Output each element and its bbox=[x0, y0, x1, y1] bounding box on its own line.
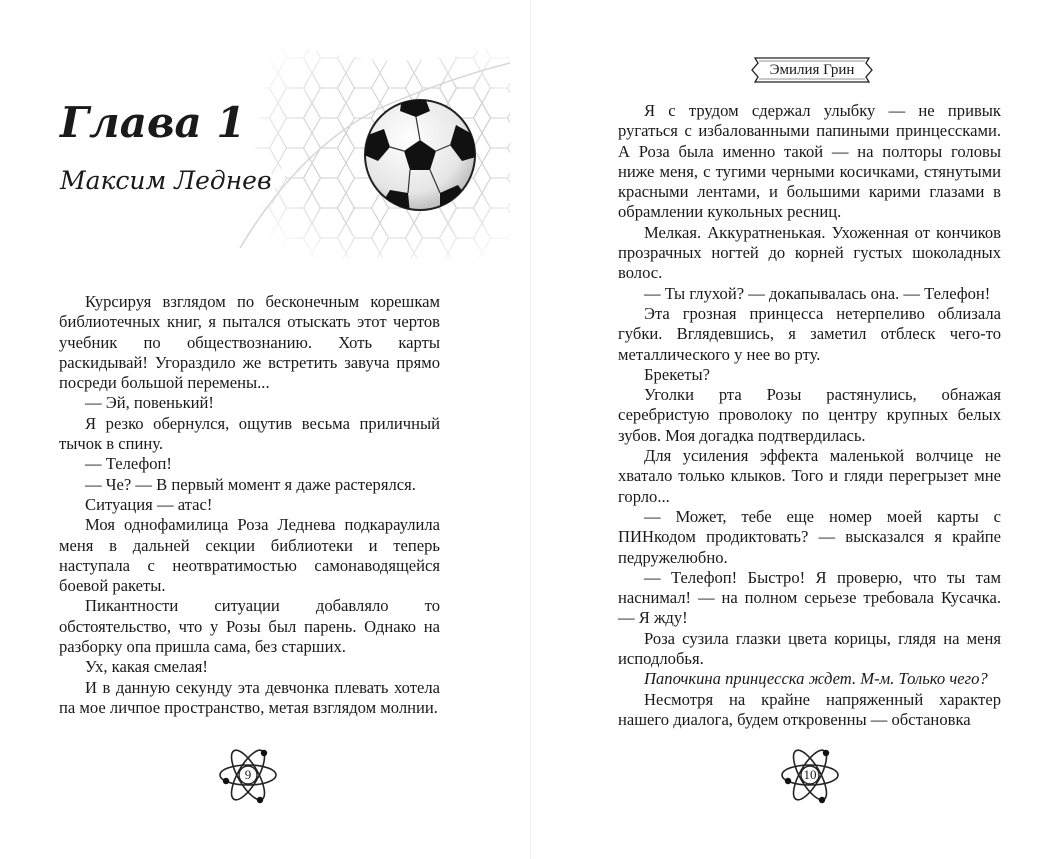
paragraph: Мелкая. Аккуратненькая. Ухоженная от кончиков прозрачных ногтей до корней густых шоколадных волос. bbox=[618, 222, 1001, 283]
paragraph: И в данную секунду эта девчонка плевать хотела па мое личпое пространство, метая взглядом молнии. bbox=[59, 677, 440, 717]
paragraph: — Может, тебе еще номер моей карты с ПИНкодом продиктовать? — высказался я крайпе педружелюбно. bbox=[618, 506, 1001, 567]
paragraph: Ух, какая смелая! bbox=[85, 657, 208, 677]
running-head-author: Эмилия Грин bbox=[769, 62, 855, 78]
page-number: 10 bbox=[803, 767, 817, 782]
paragraph: Несмотря на крайне напряженный характер нашего диалога, будем откровенны — обстановка bbox=[618, 689, 1001, 729]
paragraph: Я с трудом сдержал улыбку — не привык ругаться с избалованными папиными принцессками. А Роза была именно такой — на полторы головы ниже меня, с тугими черными косичками, стянутыми красными лентами, и большими карими глазами в обрамлении кукольных ресниц. bbox=[618, 101, 1001, 222]
paragraph: Моя однофамилица Роза Леднева подкараулила меня в дальней секции библиотеки и теперь наступала с неотвратимостью самонаводящейся боевой ракеты. bbox=[59, 515, 440, 596]
paragraph: Эта грозная принцесса нетерпеливо облизала губки. Вглядевшись, я заметил отблеск чего-то металлического у нее во рту. bbox=[618, 303, 1001, 364]
paragraph: — Телефоп! Быстро! Я проверю, что ты там наснимал! — на полном серьезе требовала Кусачка. — Я жду! bbox=[618, 567, 1001, 628]
paragraph-italic: Папочкина принцесска ждет. М-м. Только чего? bbox=[644, 669, 988, 689]
paragraph: Для усиления эффекта маленькой волчице не хватало только клыков. Того и гляди перегрызет мне горло... bbox=[618, 446, 1001, 506]
page-number-badge bbox=[216, 743, 280, 807]
chapter-author: Максим Леднев bbox=[60, 166, 272, 195]
soccer-ball-icon bbox=[360, 95, 480, 215]
paragraph: Курсируя взглядом по бесконечным корешкам библиотечных книг, я пытался отыскать этот чертов учебник по обществознанию. Хоть карты раскидывай! Угораздило же встретить завуча прямо посреди большой перемены... bbox=[59, 292, 440, 393]
body-text bbox=[618, 101, 1001, 730]
body-text bbox=[59, 292, 440, 718]
running-head bbox=[749, 55, 875, 85]
paragraph: — Че? — В первый момент я даже растерялся. bbox=[85, 474, 416, 494]
paragraph: Я резко обернулся, ощутив весьма приличный тычок в спину. bbox=[59, 413, 440, 454]
chapter-title: Глава 1 bbox=[60, 98, 246, 147]
paragraph: Роза сузила глазки цвета корицы, глядя на меня исподлобья. bbox=[618, 628, 1001, 669]
paragraph: — Ты глухой? — докапывалась она. — Телефон! bbox=[644, 283, 991, 303]
page-number-badge bbox=[778, 743, 842, 807]
paragraph: Ситуация — атас! bbox=[85, 494, 213, 514]
paragraph: Брекеты? bbox=[644, 364, 710, 384]
page-number: 9 bbox=[244, 767, 252, 782]
left-page bbox=[0, 0, 530, 859]
paragraph: — Телефоп! bbox=[85, 454, 172, 474]
paragraph: Уголки рта Розы растянулись, обнажая серебристую проволоку по центру крупных белых зубов. Моя догадка подтвердилась. bbox=[618, 385, 1001, 445]
paragraph: Пикантности ситуации добавляло то обстоятельство, что у Розы был парень. Однако на разборку опа пришла сама, без старших. bbox=[59, 596, 440, 657]
right-page bbox=[531, 0, 1062, 859]
paragraph: — Эй, повенький! bbox=[85, 393, 214, 413]
